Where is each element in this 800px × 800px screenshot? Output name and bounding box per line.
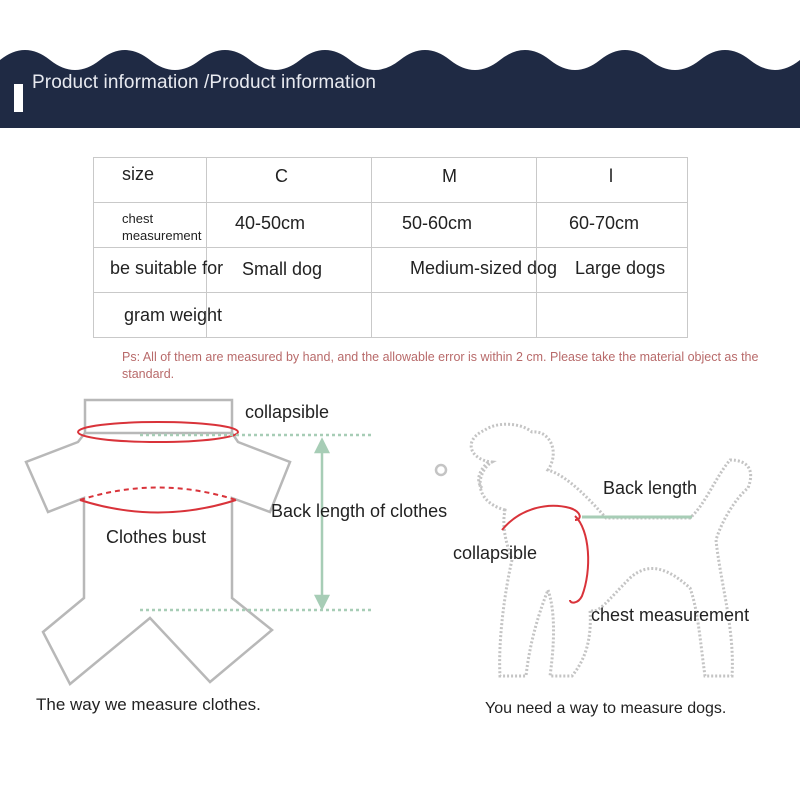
dog-back-length-label: Back length xyxy=(603,478,698,498)
chest-value-l: 60-70cm xyxy=(569,213,640,233)
table-cell xyxy=(372,203,537,248)
table-row xyxy=(94,293,688,338)
table-cell xyxy=(537,203,688,248)
dog-collar-measure xyxy=(502,506,580,530)
dog-caption: You need a way to measure dogs. xyxy=(485,700,727,717)
row-label-weight: gram weight xyxy=(124,305,223,325)
dog-chest-measurement-label: chest measurement xyxy=(591,605,750,625)
clothes-collapsible-label: collapsible xyxy=(245,402,330,422)
measurement-diagrams xyxy=(0,380,800,720)
table-cell xyxy=(372,248,558,293)
suitable-value-l: Large dogs xyxy=(575,258,666,278)
header-accent-bar xyxy=(14,84,23,112)
wavy-banner-shape xyxy=(0,0,800,128)
clothes-guide-lines xyxy=(140,435,372,610)
suitable-value-c: Small dog xyxy=(242,259,323,279)
header-size-l: l xyxy=(609,166,613,186)
header-banner xyxy=(0,0,800,128)
clothes-caption: The way we measure clothes. xyxy=(36,695,261,714)
row-label-chest: chest measurement xyxy=(122,211,202,243)
clothes-bust-label: Clothes bust xyxy=(106,527,207,547)
chest-value-c: 40-50cm xyxy=(235,213,306,233)
dog-chest-measure xyxy=(570,516,588,603)
bust-measure-solid xyxy=(80,500,236,513)
table-cell xyxy=(94,248,224,293)
table-cell xyxy=(537,158,688,203)
row-label-suitable: be suitable for xyxy=(110,258,224,278)
clothes-back-length-label: Back length of clothes xyxy=(271,501,448,521)
dog-nose-icon xyxy=(436,465,446,475)
header-size-m: M xyxy=(442,166,457,186)
table-cell xyxy=(94,158,207,203)
dog-collapsible-label: collapsible xyxy=(453,543,538,563)
chest-value-m: 50-60cm xyxy=(402,213,473,233)
table-cell xyxy=(537,248,688,293)
table-cell xyxy=(207,248,372,293)
table-row xyxy=(94,248,688,293)
table-cell xyxy=(372,158,537,203)
size-table xyxy=(93,157,688,338)
suitable-value-m: Medium-sized dog xyxy=(410,258,558,278)
measurement-note: Ps: All of them are measured by hand, and the allowable error is within 2 cm. Please take the material object as the standard. xyxy=(122,350,759,381)
header-size-c: C xyxy=(275,166,288,186)
table-cell xyxy=(207,293,372,338)
table-row xyxy=(94,203,688,248)
table-cell xyxy=(207,203,372,248)
table-row xyxy=(94,158,688,203)
table-cell xyxy=(372,293,537,338)
table-cell xyxy=(537,293,688,338)
table-cell xyxy=(207,158,372,203)
header-size: size xyxy=(122,164,155,184)
header-title: Product information /Product information xyxy=(32,72,377,93)
table-cell xyxy=(94,293,223,338)
table-cell xyxy=(94,203,207,248)
bust-measure-dashed xyxy=(80,488,236,501)
